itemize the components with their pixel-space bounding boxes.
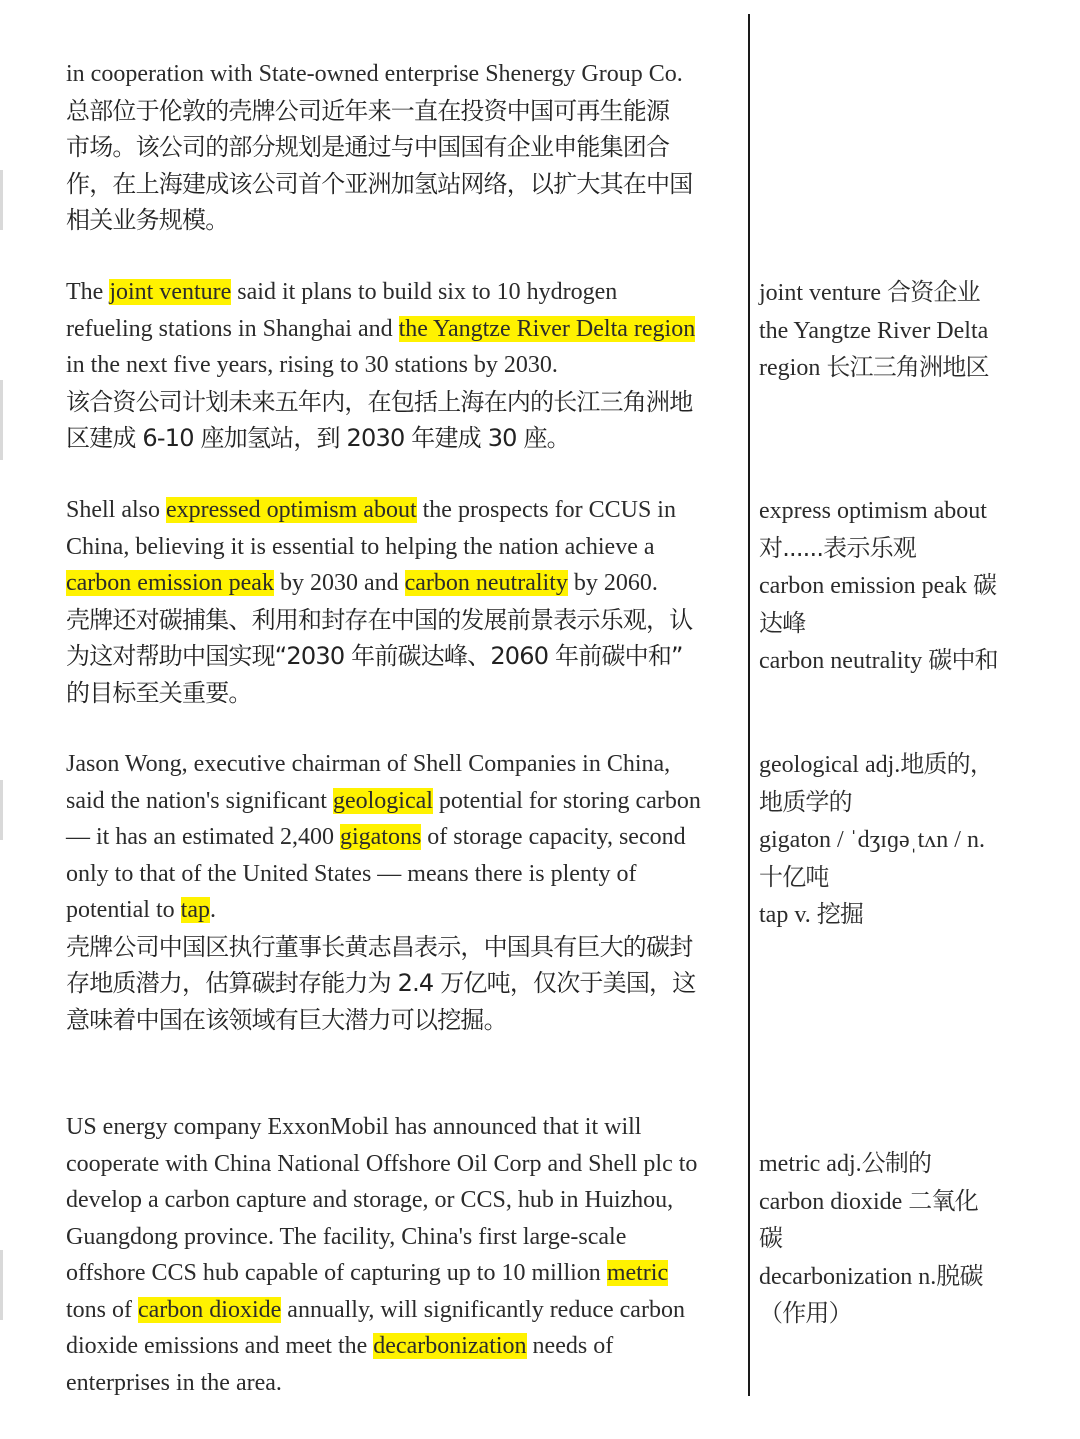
zh-line: 该合资公司计划未来五年内，在包括上海在内的长江三角洲地 [66,387,693,416]
paragraph-1 [66,56,742,239]
en-line: Shell also expressed optimism about the prospects for CCUS in [66,497,676,523]
glossary-2 [759,274,1059,387]
gloss-line: 地质学的 [759,787,852,816]
gloss-line: 对......表示乐观 [759,533,916,562]
gloss-line: geological adj.地质的， [759,750,994,778]
zh-line: 存地质潜力，估算碳封存能力为 2.4 万亿吨，仅次于美国，这 [66,969,696,997]
zh-line: 的目标至关重要。 [66,678,252,707]
paragraph-2 [66,274,742,457]
gloss-line: metric adj.公制的 [759,1149,932,1177]
gloss-line: the Yangtze River Delta [759,317,989,344]
highlight-term: geological [332,787,433,814]
zh-line: 市场。该公司的部分规划是通过与中国国有企业申能集团合 [66,133,670,161]
gloss-line: express optimism about [759,498,987,524]
glossary-3 [759,492,1059,680]
gloss-line: gigaton / ˈdʒɪɡəˌtʌn / n. [759,827,985,853]
en-line: dioxide emissions and meet the decarbonization needs of [66,1333,614,1359]
gloss-line: carbon neutrality 碳中和 [759,646,998,674]
gloss-line: （作用） [759,1299,852,1327]
zh-line: 相关业务规模。 [66,206,229,234]
en-line: Guangdong province. The facility, China's first large-scale [66,1223,627,1250]
zh-line: 为这对帮助中国实现“2030 年前碳达峰、2060 年前碳中和” [66,642,683,670]
paragraph-3 [66,492,742,711]
en-line: in the next five years, rising to 30 stations by 2030. [66,352,558,378]
highlight-term: carbon emission peak [66,570,274,596]
edge-mark [0,780,3,840]
en-line: US energy company ExxonMobil has announced that it will [66,1114,642,1140]
gloss-line: 十亿吨 [759,862,829,891]
glossary-4 [759,746,1059,934]
en-line: Jason Wong, executive chairman of Shell Companies in China, [66,751,671,777]
en-line: develop a carbon capture and storage, or CCS, hub in Huizhou, [66,1187,674,1213]
paragraph-5 [66,1109,742,1401]
gloss-line: joint venture 合资企业 [759,278,980,306]
en-line: refueling stations in Shanghai and the Yangtze River Delta region [66,315,696,342]
en-line: said the nation's significant geological potential for storing carbon [66,787,701,814]
gloss-line: region 长江三角洲地区 [759,353,989,381]
highlight-term: tap [180,897,210,923]
zh-line: 壳牌公司中国区执行董事长黄志昌表示，中国具有巨大的碳封 [66,932,693,961]
zh-line: 作，在上海建成该公司首个亚洲加氢站网络，以扩大其在中国 [66,169,693,198]
highlight-term: metric [606,1260,669,1286]
en-line: cooperate with China National Offshore Oil Corp and Shell plc to [66,1150,698,1177]
en-line: — it has an estimated 2,400 gigatons of storage capacity, second [66,824,686,850]
highlight-term: carbon neutrality [404,570,568,596]
zh-line: 总部位于伦敦的壳牌公司近年来一直在投资中国可再生能源 [66,96,670,125]
en-line: China, believing it is essential to helping the nation achieve a [66,533,655,560]
en-line: enterprises in the area. [66,1369,282,1396]
edge-mark [0,1250,3,1320]
zh-line: 壳牌还对碳捕集、利用和封存在中国的发展前景表示乐观，认 [66,605,693,634]
gloss-line: decarbonization n.脱碳 [759,1261,983,1290]
glossary-5 [759,1145,1059,1333]
en-line: potential to tap. [66,897,216,923]
column-divider [748,14,750,1396]
en-line: only to that of the United States — means there is plenty of [66,860,637,887]
en-line: offshore CCS hub capable of capturing up to 10 million metric [66,1260,669,1286]
paragraph-4 [66,746,742,1038]
highlight-term: expressed optimism about [166,497,417,523]
zh-line: 区建成 6-10 座加氢站，到 2030 年建成 30 座。 [66,424,570,452]
highlight-term: decarbonization [373,1333,527,1359]
highlight-term: joint venture [109,279,232,305]
highlight-term: carbon dioxide [138,1296,282,1323]
gloss-line: carbon emission peak 碳 [759,571,997,599]
edge-mark [0,170,3,230]
edge-mark [0,380,3,460]
en-line: carbon emission peak by 2030 and carbon neutrality by 2060. [66,570,658,596]
gloss-line: 碳 [759,1224,783,1252]
en-line: in cooperation with State-owned enterprise Shenergy Group Co. [66,61,683,87]
gloss-line: 达峰 [759,608,806,637]
gloss-line: tap v. 挖掘 [759,900,864,928]
en-line: tons of carbon dioxide annually, will significantly reduce carbon [66,1296,685,1323]
highlight-term: gigatons [339,824,422,850]
highlight-term: the Yangtze River Delta region [398,315,696,342]
en-line: The joint venture said it plans to build six to 10 hydrogen [66,279,618,305]
zh-line: 意味着中国在该领域有巨大潜力可以挖掘。 [66,1005,507,1034]
gloss-line: carbon dioxide 二氧化 [759,1186,978,1215]
